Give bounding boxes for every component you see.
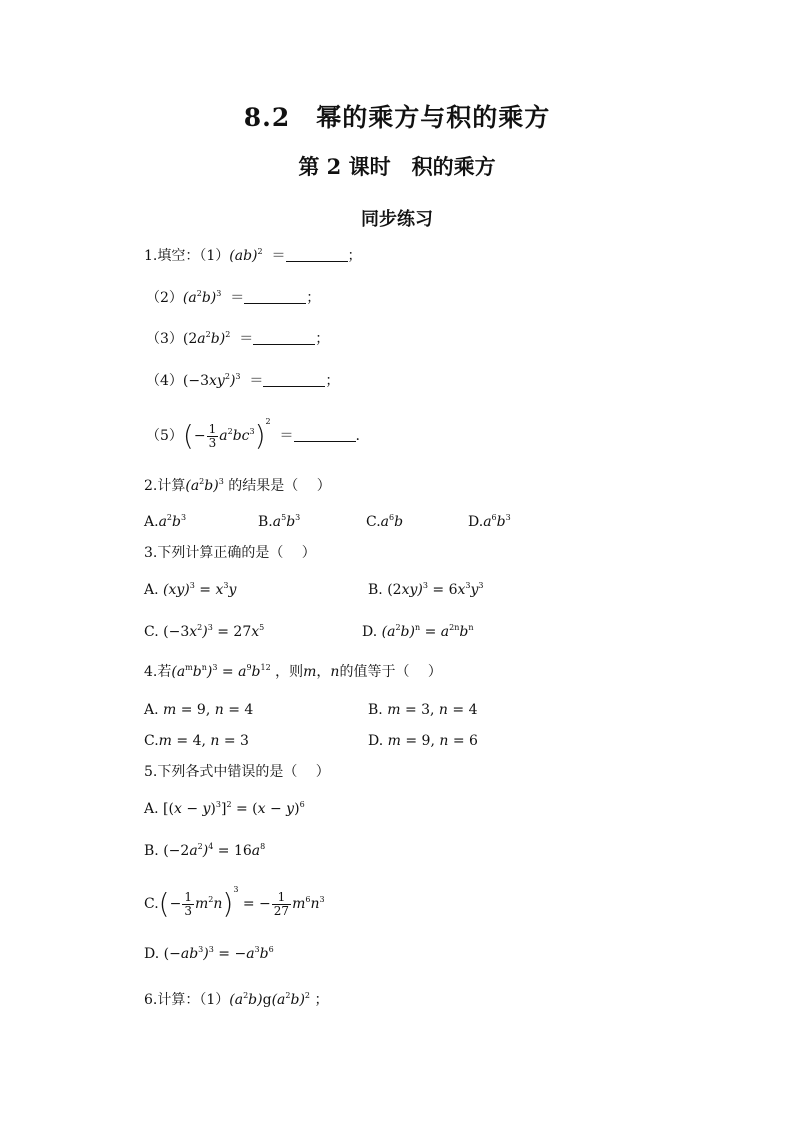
q1-part2: $(2)(a^2b)^3$ ＝ ； [146,289,321,306]
q5-option-c[interactable]: C.(− $\frac{1}{3}$ $m^2n)^3$ = − $\frac{1}{27}$ $m^6n^3$ [144,885,325,920]
answer-blank[interactable] [294,427,356,442]
q4-stem: 4.若$(a^mb^n)^3 = a^9b^{12}$ ，则m，n的值等于（ ） [144,663,442,680]
q4-option-c[interactable]: C.m = 4, n = 3 [144,733,249,749]
q4-option-d[interactable]: D. m = 9, n = 6 [368,733,478,749]
q1-part1: 1.填空：（1）(ab)$^2$ ＝ ； [144,247,362,264]
q2-option-b[interactable]: $B.a^5b^3$ [258,513,301,530]
q1-part4: $(4)(-3xy^2)^3$ ＝ ； [146,372,340,389]
q2-option-c[interactable]: $C.a^6b$ [366,513,404,530]
q1-part3: $(3)(2a^2b)^2$ ＝ ； [146,330,330,347]
q2-option-d[interactable]: $D.a^6b^3$ [468,513,511,530]
q5-option-a[interactable]: A. $[(x - y)^3]^2 = (x - y)^6$ [144,800,305,817]
answer-blank[interactable] [253,330,315,345]
q2-option-a[interactable]: $A.a^2b^3$ [144,513,187,530]
answer-blank[interactable] [244,289,306,304]
section-heading: 同步练习 [361,209,433,230]
q4-option-a[interactable]: A. m = 9, n = 4 [144,702,254,718]
q2-stem: 2.计算$(a^2b)^3$ 的结果是（ ） [144,477,331,494]
q3-option-b[interactable]: B. $(2xy)^3 = 6x^3y^3$ [368,581,484,598]
answer-blank[interactable] [263,372,325,387]
q5-stem: 5.下列各式中错误的是（ ） [144,764,330,780]
q5-option-b[interactable]: B. $(-2a^2)^4 = 16a^8$ [144,842,266,859]
q3-option-d[interactable]: D. $(a^2b)^n = a^{2n}b^n$ [362,623,474,640]
q3-stem: 3.下列计算正确的是（ ） [144,545,316,561]
q5-option-d[interactable]: D. $(-ab^3)^3 = -a^3b^6$ [144,945,274,962]
q4-option-b[interactable]: B. m = 3, n = 4 [368,702,478,718]
lesson-subtitle: 第 2 课时 积的乘方 [298,154,496,179]
q1-part5: （5）(− $\frac{1}{3}$ $a^2bc^3)^2$ ＝ . [146,417,360,452]
q3-option-c[interactable]: C. $(-3x^2)^3 = 27x^5$ [144,623,265,640]
answer-blank[interactable] [286,247,348,262]
q6-stem: 6.计算：$(1)(a^2b)g(a^2b)^2$ ； [144,991,329,1008]
q3-option-a[interactable]: A. $(xy)^3 = x^3y$ [144,581,237,598]
page-title: 8.2 幂的乘方与积的乘方 [243,103,551,132]
